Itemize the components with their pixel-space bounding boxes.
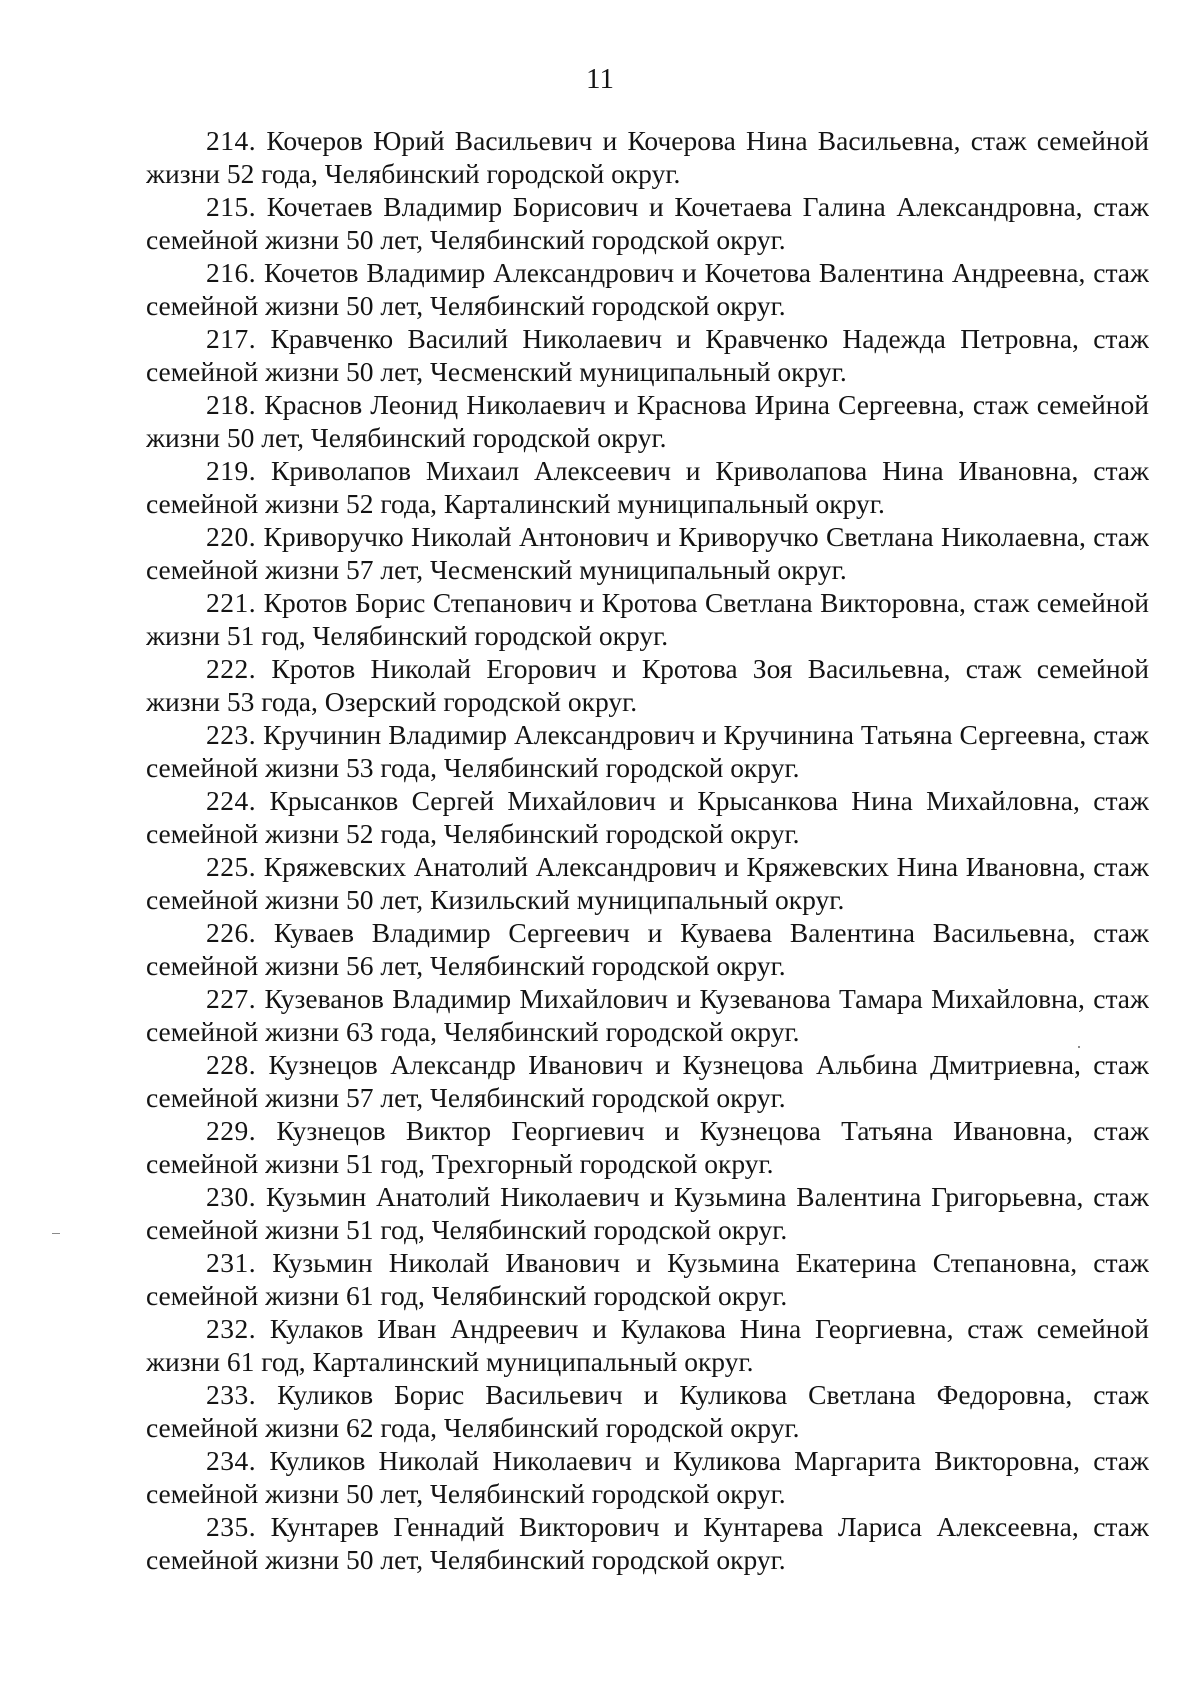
list-item: [146, 652, 1149, 718]
list-item: [146, 1510, 1149, 1576]
entry-number: 228.: [206, 1049, 257, 1080]
entry-number: 215.: [206, 191, 257, 222]
entry-text: Куликов Борис Васильевич и Куликова Светлана Федоровна, стаж семейной жизни 62 года, Челябинский городской округ.: [146, 1379, 1149, 1443]
list-item: [146, 388, 1149, 454]
entry-text: Куликов Николай Николаевич и Куликова Маргарита Викторовна, стаж семейной жизни 50 лет, Челябинский городской округ.: [146, 1445, 1149, 1509]
list-item: [146, 982, 1149, 1048]
entry-number: 226.: [206, 917, 257, 948]
entry-text: Кузеванов Владимир Михайлович и Кузеванова Тамара Михайловна, стаж семейной жизни 63 года, Челябинский городской округ.: [146, 983, 1149, 1047]
list-item: [146, 1444, 1149, 1510]
entry-number: 229.: [206, 1115, 257, 1146]
list-item: [146, 916, 1149, 982]
scan-speck: [52, 1233, 60, 1234]
list-item: [146, 850, 1149, 916]
entry-number: 234.: [206, 1445, 257, 1476]
list-item: [146, 1114, 1149, 1180]
entry-text: Кочетов Владимир Александрович и Кочетова Валентина Андреевна, стаж семейной жизни 50 лет, Челябинский городской округ.: [146, 257, 1149, 321]
entry-text: Кузнецов Александр Иванович и Кузнецова Альбина Дмитриевна, стаж семейной жизни 57 лет, Челябинский городской округ.: [146, 1049, 1149, 1113]
entry-number: 225.: [206, 851, 257, 882]
scan-speck: [1078, 1046, 1080, 1048]
entry-number: 223.: [206, 719, 257, 750]
entry-text: Крысанков Сергей Михайлович и Крысанкова Нина Михайловна, стаж семейной жизни 52 года, Челябинский городской округ.: [146, 785, 1149, 849]
list-item: [146, 190, 1149, 256]
entry-number: 224.: [206, 785, 257, 816]
entry-text: Кочетаев Владимир Борисович и Кочетаева Галина Александровна, стаж семейной жизни 50 лет, Челябинский городской округ.: [146, 191, 1149, 255]
entry-text: Кротов Борис Степанович и Кротова Светлана Викторовна, стаж семейной жизни 51 год, Челябинский городской округ.: [146, 587, 1149, 651]
page-number: 11: [586, 63, 614, 95]
entry-number: 214.: [206, 125, 257, 156]
list-item: [146, 454, 1149, 520]
list-item: [146, 322, 1149, 388]
list-item: [146, 784, 1149, 850]
entry-number: 230.: [206, 1181, 257, 1212]
entry-number: 222.: [206, 653, 257, 684]
entry-text: Кротов Николай Егорович и Кротова Зоя Васильевна, стаж семейной жизни 53 года, Озерский городской округ.: [146, 653, 1149, 717]
entry-number: 227.: [206, 983, 257, 1014]
entry-text: Краснов Леонид Николаевич и Краснова Ирина Сергеевна, стаж семейной жизни 50 лет, Челябинский городской округ.: [146, 389, 1149, 453]
list-item: [146, 1246, 1149, 1312]
entry-text: Кряжевских Анатолий Александрович и Кряжевских Нина Ивановна, стаж семейной жизни 50 лет, Кизильский муниципальный округ.: [146, 851, 1149, 915]
entry-number: 231.: [206, 1247, 257, 1278]
entry-number: 220.: [206, 521, 257, 552]
entry-number: 216.: [206, 257, 257, 288]
entry-number: 218.: [206, 389, 257, 420]
entry-number: 217.: [206, 323, 257, 354]
list-item: [146, 1048, 1149, 1114]
entry-text: Кручинин Владимир Александрович и Кручинина Татьяна Сергеевна, стаж семейной жизни 53 года, Челябинский городской округ.: [146, 719, 1149, 783]
entry-number: 221.: [206, 587, 257, 618]
entry-number: 219.: [206, 455, 257, 486]
list-item: [146, 1312, 1149, 1378]
list-item: [146, 1180, 1149, 1246]
entry-text: Кузьмин Николай Иванович и Кузьмина Екатерина Степановна, стаж семейной жизни 61 год, Челябинский городской округ.: [146, 1247, 1149, 1311]
list-item: [146, 520, 1149, 586]
entry-text: Кузьмин Анатолий Николаевич и Кузьмина Валентина Григорьевна, стаж семейной жизни 51 год, Челябинский городской округ.: [146, 1181, 1149, 1245]
entry-text: Кунтарев Геннадий Викторович и Кунтарева Лариса Алексеевна, стаж семейной жизни 50 лет, Челябинский городской округ.: [146, 1511, 1149, 1575]
entry-text: Кравченко Василий Николаевич и Кравченко Надежда Петровна, стаж семейной жизни 50 лет, Чесменский муниципальный округ.: [146, 323, 1149, 387]
entry-number: 232.: [206, 1313, 257, 1344]
entry-number: 233.: [206, 1379, 257, 1410]
entry-text: Криворучко Николай Антонович и Криворучко Светлана Николаевна, стаж семейной жизни 57 лет, Чесменский муниципальный округ.: [146, 521, 1149, 585]
list-item: [146, 718, 1149, 784]
entry-text: Куваев Владимир Сергеевич и Куваева Валентина Васильевна, стаж семейной жизни 56 лет, Челябинский городской округ.: [146, 917, 1149, 981]
entry-text: Кузнецов Виктор Георгиевич и Кузнецова Татьяна Ивановна, стаж семейной жизни 51 год, Трехгорный городской округ.: [146, 1115, 1149, 1179]
entry-text: Кулаков Иван Андреевич и Кулакова Нина Георгиевна, стаж семейной жизни 61 год, Карталинский муниципальный округ.: [146, 1313, 1149, 1377]
entry-text: Криволапов Михаил Алексеевич и Криволапова Нина Ивановна, стаж семейной жизни 52 года, Карталинский муниципальный округ.: [146, 455, 1149, 519]
entry-text: Кочеров Юрий Васильевич и Кочерова Нина Васильевна, стаж семейной жизни 52 года, Челябинский городской округ.: [146, 125, 1149, 189]
list-item: [146, 124, 1149, 190]
list-item: [146, 586, 1149, 652]
list-item: [146, 256, 1149, 322]
list-item: [146, 1378, 1149, 1444]
entry-list: [146, 124, 1149, 1576]
entry-number: 235.: [206, 1511, 257, 1542]
